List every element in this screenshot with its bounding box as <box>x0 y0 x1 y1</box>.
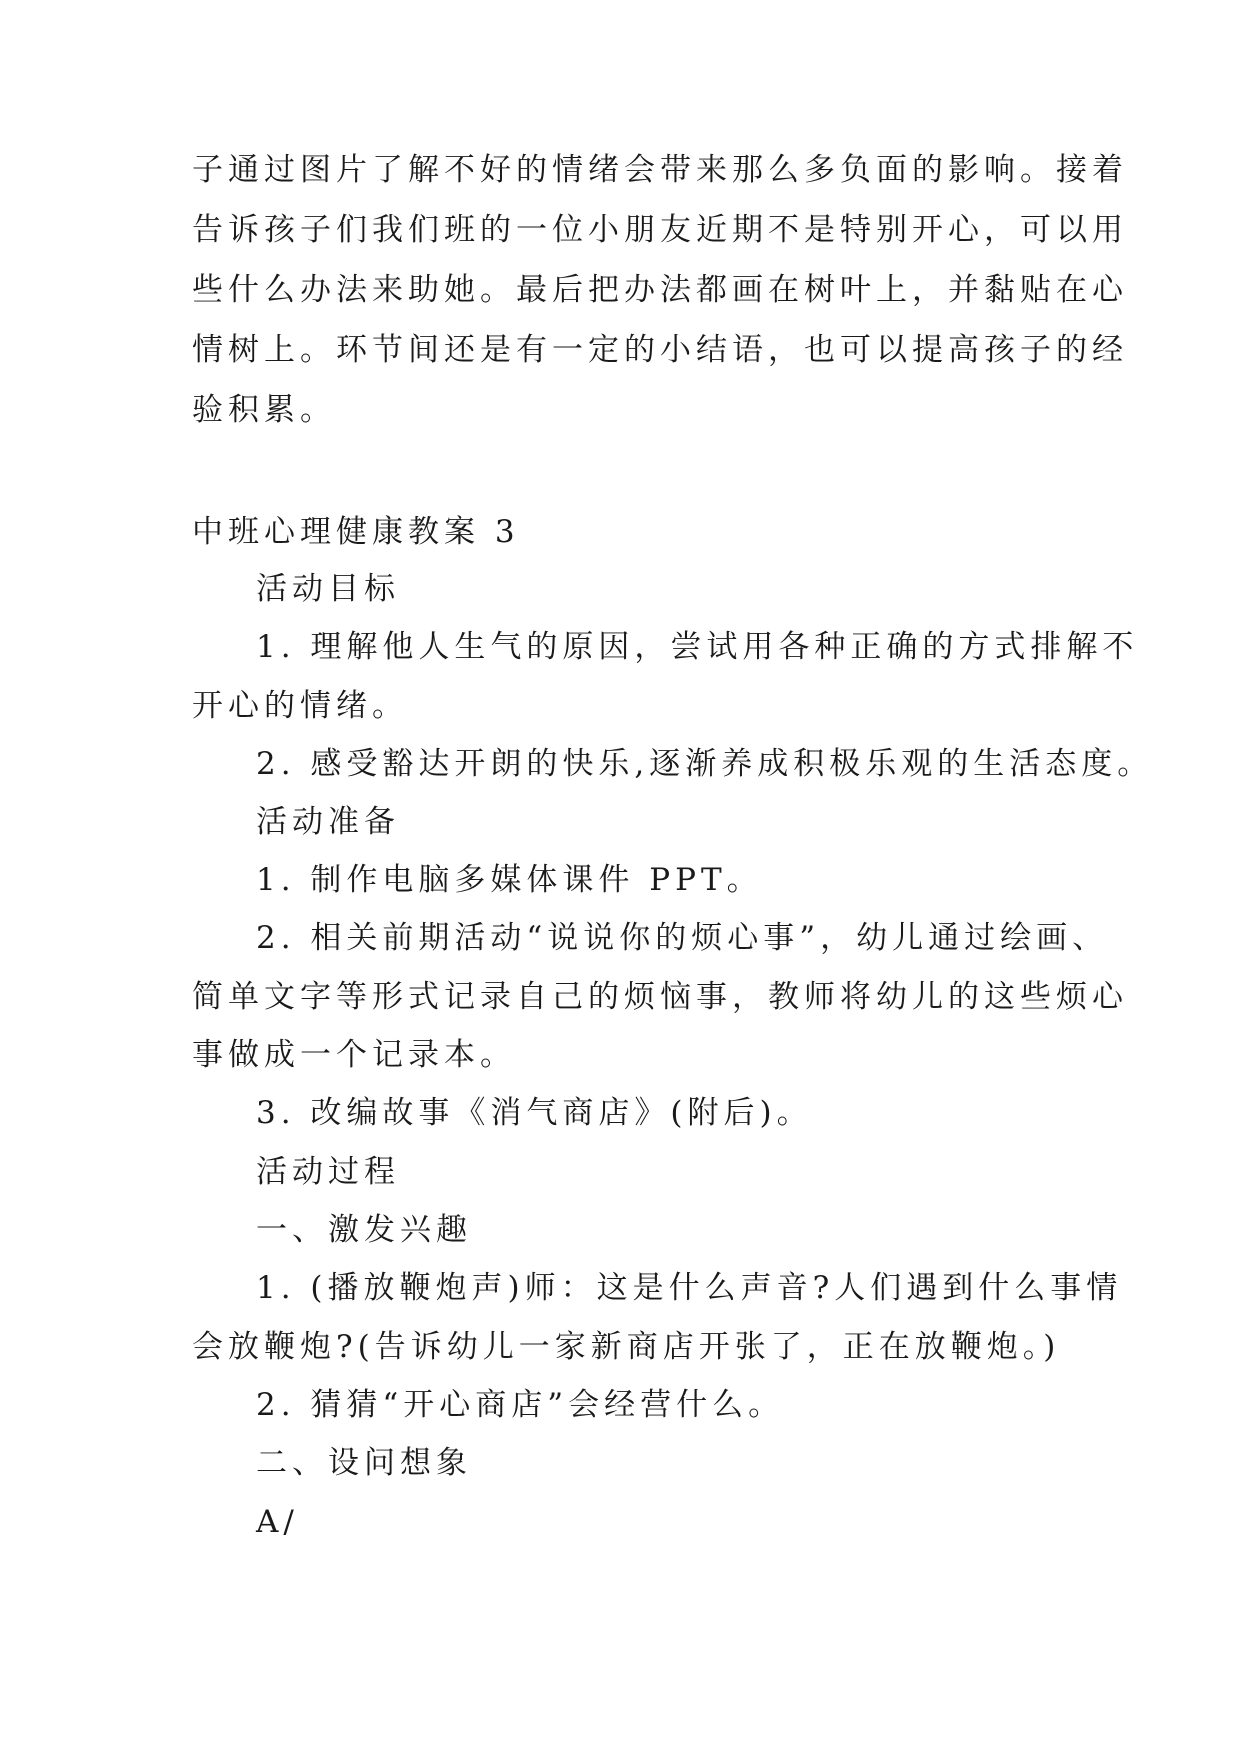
step-1-item-1-line-2: 会放鞭炮?(告诉幼儿一家新商店开张了，正在放鞭炮。) <box>192 1329 1061 1365</box>
prep-item-1: 1. 制作电脑多媒体课件 PPT。 <box>256 862 763 898</box>
prep-item-3: 3. 改编故事《消气商店》(附后)。 <box>256 1095 813 1131</box>
step-1-item-1-line-1: 1. (播放鞭炮声)师：这是什么声音?人们遇到什么事情 <box>256 1270 1123 1306</box>
intro-line-2: 告诉孩子们我们班的一位小朋友近期不是特别开心，可以用 <box>192 212 1128 248</box>
process-heading: 活动过程 <box>256 1154 400 1190</box>
section-title: 中班心理健康教案 3 <box>192 514 520 550</box>
goals-heading: 活动目标 <box>256 571 400 607</box>
prep-heading: 活动准备 <box>256 804 400 840</box>
step-1-heading: 一、激发兴趣 <box>256 1212 472 1248</box>
goal-1-line-1: 1. 理解他人生气的原因，尝试用各种正确的方式排解不 <box>256 629 1139 665</box>
goal-2: 2. 感受豁达开朗的快乐,逐渐养成积极乐观的生活态度。 <box>256 746 1154 782</box>
intro-line-5: 验积累。 <box>192 392 336 428</box>
intro-line-4: 情树上。环节间还是有一定的小结语，也可以提高孩子的经 <box>192 332 1128 368</box>
goal-1-line-2: 开心的情绪。 <box>192 688 408 724</box>
prep-item-2-line-3: 事做成一个记录本。 <box>192 1037 516 1073</box>
prep-item-2-line-2: 简单文字等形式记录自己的烦恼事，教师将幼儿的这些烦心 <box>192 979 1128 1015</box>
trailing-text: A/ <box>256 1504 299 1540</box>
intro-line-1: 子通过图片了解不好的情绪会带来那么多负面的影响。接着 <box>192 152 1128 188</box>
intro-line-3: 些什么办法来助她。最后把办法都画在树叶上，并黏贴在心 <box>192 272 1128 308</box>
step-2-heading: 二、设问想象 <box>256 1445 472 1481</box>
step-1-item-2: 2. 猜猜“开心商店”会经营什么。 <box>256 1387 785 1423</box>
prep-item-2-line-1: 2. 相关前期活动“说说你的烦心事”，幼儿通过绘画、 <box>256 920 1109 956</box>
